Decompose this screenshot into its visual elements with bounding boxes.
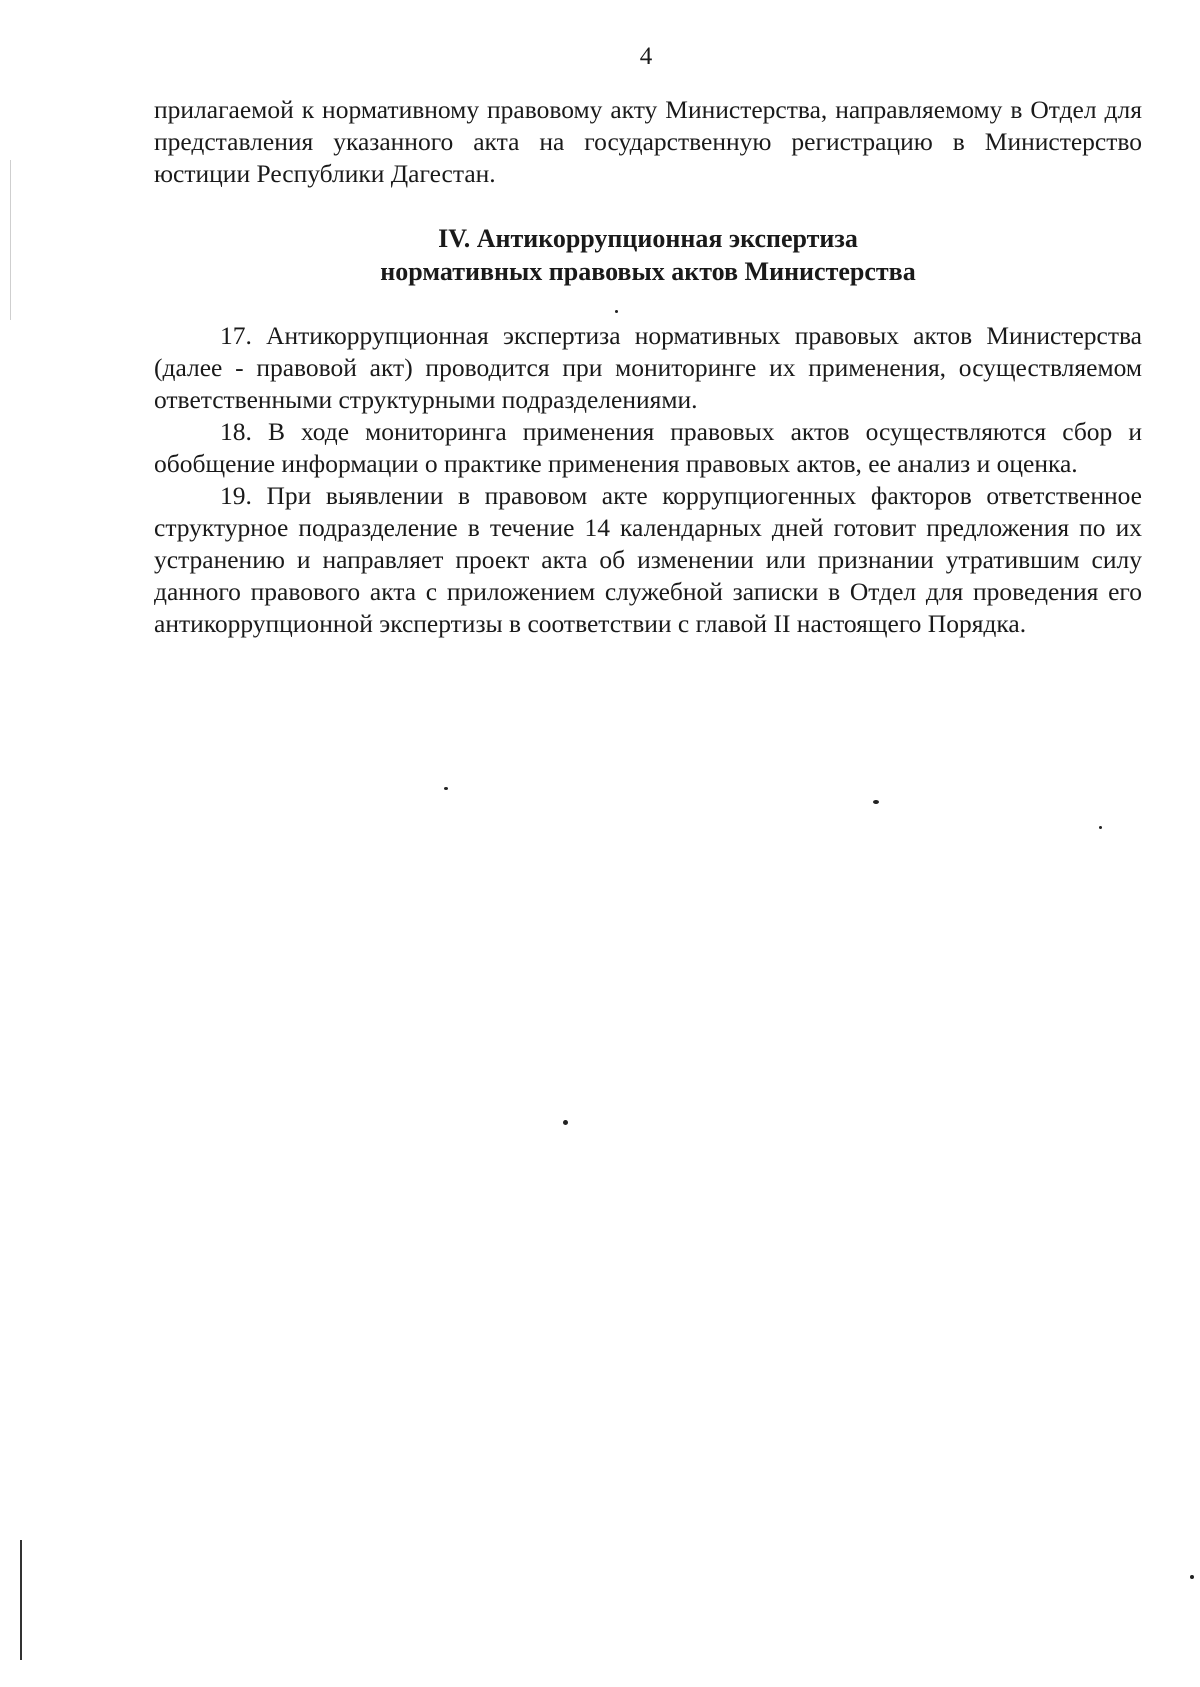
- section-heading-line-1: IV. Антикоррупционная экспертиза: [438, 224, 858, 253]
- scan-speck: [873, 800, 879, 804]
- section-heading-line-2: нормативных правовых актов Министерства: [380, 257, 916, 286]
- paragraph-number: 18.: [220, 417, 252, 446]
- scan-speck: [1190, 1575, 1194, 1579]
- page-number: 4: [639, 43, 653, 70]
- intro-paragraph: прилагаемой к нормативному правовому акту Министерства, направляемому в Отдел для представления указанного акта на государственную регистрацию в Министерство юстиции Республики Дагестан.: [154, 95, 1142, 188]
- paragraph-18: [154, 416, 1142, 480]
- scan-speck: [1099, 826, 1102, 829]
- paragraph-number: 17.: [220, 321, 252, 350]
- scan-speck: [615, 310, 618, 313]
- paragraph-19: [154, 480, 1142, 640]
- paragraph-text: При выявлении в правовом акте коррупциогенных факторов ответственное структурное подразделение в течение 14 календарных дней готовит предложения по их устранению и направляет проект акта об изменении или признании утратившим силу данного правового акта с приложением служебной записки в Отдел для проведения его антикоррупционной экспертизы в соответствии с главой II настоящего Порядка.: [154, 481, 1142, 638]
- scan-edge-line: [20, 1540, 22, 1660]
- paragraph-text: Антикоррупционная экспертиза нормативных правовых актов Министерства (далее - правовой акт) проводится при мониторинге их применения, осуществляемом ответственными структурными подразделениями.: [154, 321, 1142, 414]
- paragraph-text: В ходе мониторинга применения правовых актов осуществляются сбор и обобщение информации о практике применения правовых актов, ее анализ и оценка.: [154, 417, 1143, 478]
- paragraph-17: [154, 320, 1142, 416]
- scan-speck: [563, 1120, 568, 1125]
- scan-edge-faint-line: [10, 160, 11, 320]
- section-heading: [154, 222, 1142, 288]
- scan-speck: [444, 787, 448, 790]
- paragraph-number: 19.: [220, 481, 252, 510]
- document-body: [154, 94, 1142, 640]
